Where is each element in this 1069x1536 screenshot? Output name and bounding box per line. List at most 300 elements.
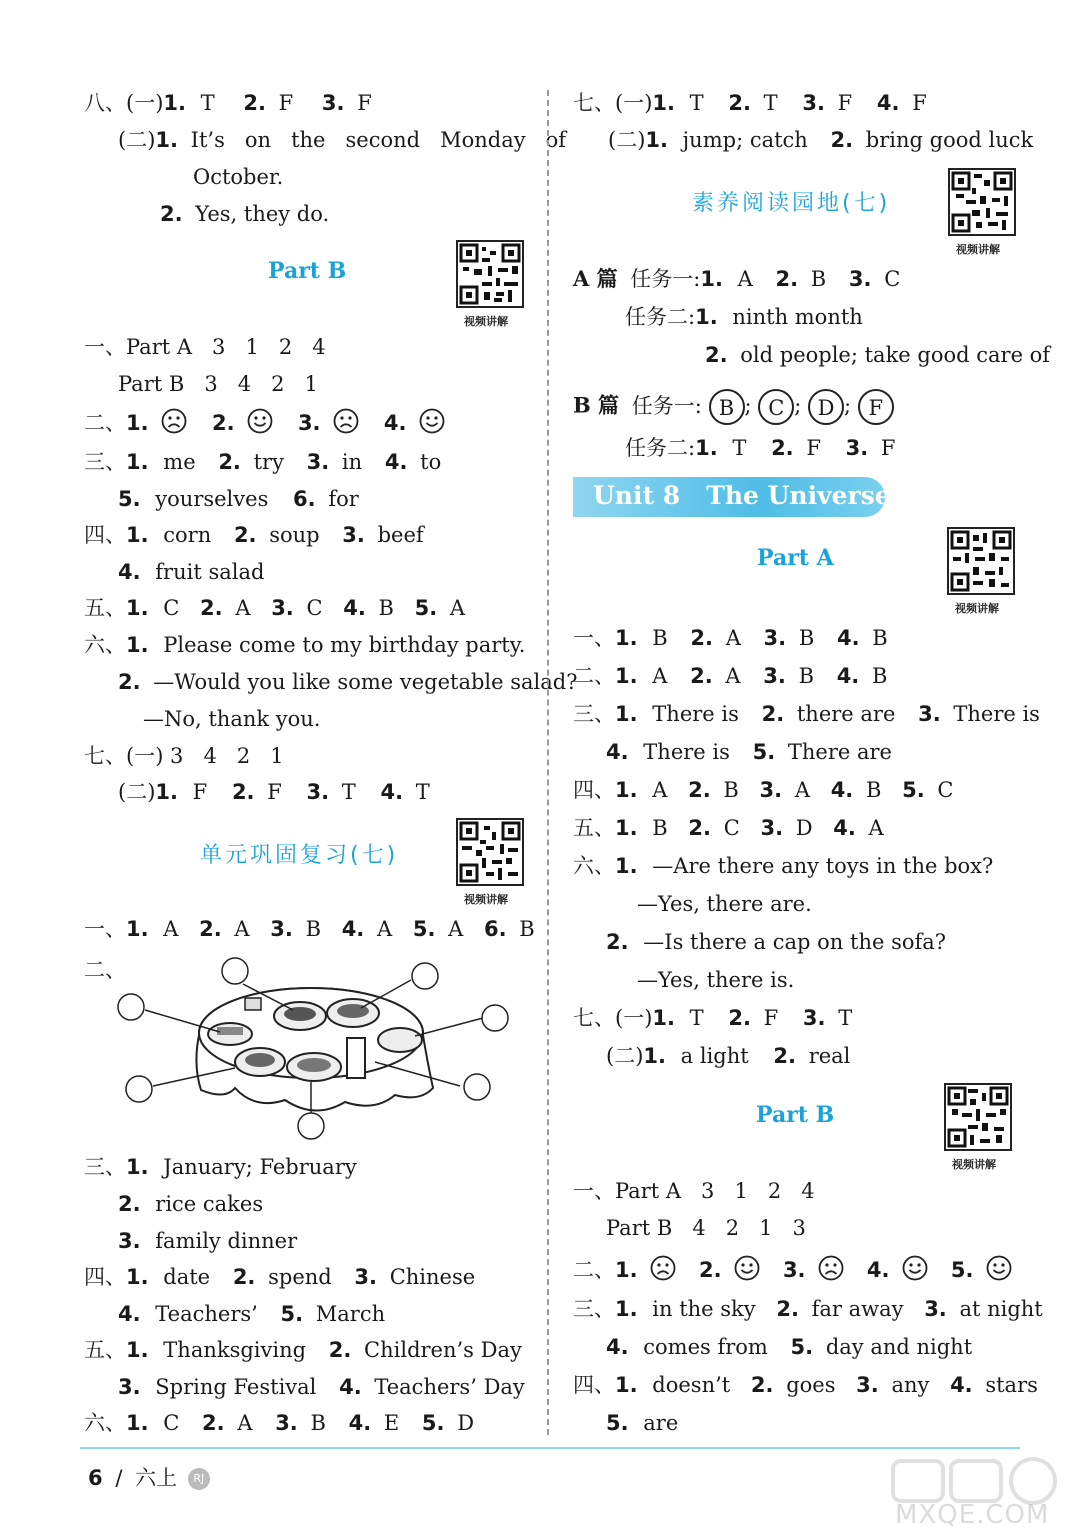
item-number: 4. [836, 664, 860, 688]
answer: There is [643, 740, 730, 764]
dinner-table-illustration [115, 950, 525, 1145]
sad-face-icon [333, 408, 359, 441]
item-number: 4. [118, 1302, 141, 1326]
answer: A [237, 1411, 253, 1435]
item-number: 2. [728, 1006, 751, 1030]
answer-line [637, 890, 812, 918]
item-number: 4. [950, 1373, 973, 1397]
unit-title: Unit 8 The Universe [593, 481, 891, 510]
item-number: 3. [763, 664, 786, 688]
food-icon [284, 1007, 316, 1021]
subsection-number: (二) [118, 780, 156, 804]
food-icon [297, 1058, 331, 1072]
answer-line [84, 915, 535, 943]
answer: A [234, 917, 250, 941]
answer-line [573, 700, 1040, 728]
section-number: 八、(一) [84, 91, 164, 115]
subsection-number: (二) [118, 128, 156, 152]
diagram-label-1 [298, 1113, 324, 1139]
item-number: 4. [348, 1411, 372, 1435]
answer-line [143, 705, 321, 733]
answer-line [573, 1004, 852, 1032]
sad-face-icon [650, 1255, 676, 1288]
task-label: 任务二: [625, 436, 696, 460]
answer-line [625, 303, 863, 331]
section-number: 三、 [573, 1297, 615, 1321]
happy-face-icon [902, 1255, 928, 1288]
answer: Teachers’ [155, 1302, 258, 1326]
answer: F [192, 780, 208, 804]
answer-line [637, 966, 794, 994]
item-number: 2. [688, 778, 711, 802]
section-number: 六、 [84, 1411, 126, 1435]
column-divider [547, 90, 549, 1435]
watermark-text: MXQE.COM [895, 1500, 1050, 1530]
item-number: 4. [339, 1375, 362, 1399]
section-number: 一、 [573, 1179, 615, 1203]
section-number: 七、 [84, 744, 126, 768]
answer: doesn’t [652, 1373, 731, 1397]
answer: Part A 3 1 2 4 [615, 1179, 815, 1203]
answer: T [763, 91, 778, 115]
item-number: 1. [126, 596, 149, 620]
answer: F [267, 780, 282, 804]
answer: —Yes, there are. [637, 892, 812, 916]
answer: rice cakes [155, 1192, 264, 1216]
review-section-heading: 单元巩固复习(七) [200, 843, 399, 868]
answer: a light [680, 1044, 749, 1068]
answer-line [118, 1373, 525, 1401]
answer-line [118, 1227, 297, 1255]
item-number: 3. [782, 1258, 806, 1282]
item-number: 3. [354, 1265, 377, 1289]
item-number: 3. [760, 816, 784, 840]
qr-code-icon[interactable] [944, 1083, 1012, 1151]
item-number: 1. [615, 1258, 638, 1282]
answer: Part B 3 4 2 1 [118, 372, 318, 396]
item-number: 5. [118, 487, 141, 511]
item-number: 4. [118, 560, 141, 584]
answer: T [732, 436, 747, 460]
answer-line [573, 89, 927, 117]
answer-line [118, 370, 318, 398]
answer-line [84, 742, 284, 770]
item-number: 2. [728, 91, 751, 115]
answer: Part B 4 2 1 3 [606, 1216, 806, 1240]
section-number: 二、 [84, 958, 126, 982]
answer: B [872, 626, 888, 650]
answer-line [118, 1190, 263, 1218]
item-number: 5. [412, 917, 436, 941]
item-number: 2. [776, 1297, 799, 1321]
answer: F [763, 1006, 779, 1030]
item-number: 3. [118, 1375, 141, 1399]
answer: C [884, 267, 901, 291]
section-number: 二、 [84, 411, 126, 435]
separator: ; [794, 393, 802, 418]
subsection-number: (二) [608, 128, 646, 152]
answer: A [163, 917, 179, 941]
item-number: 2. [698, 1258, 722, 1282]
answer-line [606, 1214, 806, 1242]
item-number: 1. [652, 1006, 675, 1030]
item-number: 5. [606, 1411, 629, 1435]
answer: B [305, 917, 321, 941]
item-number: 2. [118, 1192, 141, 1216]
item-number: 4. [833, 816, 856, 840]
qr-caption: 视频讲解 [956, 243, 1000, 256]
answer: far away [811, 1297, 904, 1321]
qr-caption: 视频讲解 [464, 893, 508, 906]
item-number: 2. [211, 411, 235, 435]
item-number: 2. [118, 670, 141, 694]
answer: There is [953, 702, 1040, 726]
answer: B [652, 816, 668, 840]
item-number: 2. [773, 1044, 796, 1068]
item-number: 4. [343, 596, 366, 620]
item-number: 3. [802, 91, 825, 115]
section-number: 六、 [84, 633, 126, 657]
circled-answer: D [808, 389, 844, 425]
answer: T [341, 780, 356, 804]
section-number: 三、 [84, 450, 126, 474]
part-a-heading: Part A [757, 545, 834, 571]
answer: A [235, 596, 251, 620]
answer: at night [959, 1297, 1043, 1321]
item-number: 1. [155, 780, 178, 804]
section-number: 五、 [84, 596, 126, 620]
item-number: 5. [421, 1411, 445, 1435]
diagram-label-4 [482, 1005, 508, 1031]
answer: Teachers’ Day [374, 1375, 525, 1399]
circled-answer: C [758, 389, 794, 425]
answer-line [606, 928, 946, 956]
answer-line [573, 662, 887, 690]
answer: Spring Festival [155, 1375, 317, 1399]
answer: F [880, 436, 896, 460]
item-number: 3. [342, 523, 365, 547]
answer: D [795, 816, 813, 840]
answer: F [357, 91, 372, 115]
item-number: 1. [126, 523, 149, 547]
answer: T [689, 1006, 704, 1030]
page-footer [88, 1462, 210, 1492]
item-number: 4. [606, 740, 629, 764]
answer: date [163, 1265, 211, 1289]
subsection-number: (二) [606, 1044, 644, 1068]
answer: in the sky [652, 1297, 756, 1321]
item-number: 3. [275, 1411, 298, 1435]
cup-icon [245, 998, 261, 1010]
dish-icon [378, 1028, 422, 1052]
answer: any [891, 1373, 930, 1397]
answer: There are [787, 740, 892, 764]
answer: It’s on the second Monday of [190, 128, 567, 152]
item-number: 1. [700, 267, 723, 291]
diagram-label-2 [464, 1074, 490, 1100]
sad-face-icon [818, 1255, 844, 1288]
answer: goes [786, 1373, 836, 1397]
item-number: 1. [615, 702, 638, 726]
answer: Children’s Day [364, 1338, 522, 1362]
item-number: 1. [695, 436, 718, 460]
food-icon [245, 1053, 275, 1067]
item-number: 4. [866, 1258, 890, 1282]
item-number: 3. [763, 626, 787, 650]
task-label: 任务一: [631, 393, 702, 418]
answer: A [794, 778, 810, 802]
answer-line [606, 1333, 972, 1361]
answer: C [937, 778, 954, 802]
answer-line [573, 624, 888, 652]
separator: ; [844, 393, 852, 418]
circled-answer: F [858, 389, 894, 425]
item-number: 1. [126, 1411, 149, 1435]
part-b-heading: Part B [756, 1102, 835, 1128]
section-number: 一、 [573, 626, 615, 650]
answer-line [118, 126, 566, 154]
item-number: 3. [270, 917, 293, 941]
answer-line [84, 1153, 357, 1181]
answer: to [420, 450, 442, 474]
answer: B [798, 664, 814, 688]
item-number: 1. [615, 1297, 638, 1321]
answer: F [912, 91, 927, 115]
item-number: 5. [280, 1302, 304, 1326]
answer-line [118, 778, 430, 806]
answer: B [519, 917, 535, 941]
answer-line [118, 668, 577, 696]
answer: A [449, 596, 466, 620]
item-number: 2. [328, 1338, 352, 1362]
section-number: 五、 [84, 1338, 126, 1362]
section-number: 一、 [84, 917, 126, 941]
answer: A [725, 664, 741, 688]
item-number: 4. [380, 780, 404, 804]
footer-rule [80, 1447, 1020, 1449]
item-number: 2. [830, 128, 854, 152]
footer-separator: / [115, 1466, 123, 1490]
answer: B [723, 778, 739, 802]
drink-carton-icon [347, 1038, 365, 1078]
edition-badge: RJ [188, 1468, 210, 1490]
item-number: 2. [606, 930, 629, 954]
item-number: 2. [775, 267, 799, 291]
answer: Please come to my birthday party. [163, 633, 526, 657]
item-number: 3. [924, 1297, 947, 1321]
answer: there are [796, 702, 896, 726]
task-label: 任务一: [630, 267, 701, 291]
item-number: 4. [836, 626, 860, 650]
sad-face-icon [161, 408, 187, 441]
item-number: 5. [902, 778, 925, 802]
answer: real [808, 1044, 851, 1068]
answer: old people; take good care of [740, 343, 1051, 367]
item-number: 1. [645, 128, 668, 152]
item-number: 2. [218, 450, 241, 474]
item-number: 3. [759, 778, 783, 802]
answer: are [643, 1411, 679, 1435]
qr-code-icon[interactable] [456, 818, 524, 886]
item-number: 6. [293, 487, 316, 511]
item-number: 4. [876, 91, 900, 115]
page-number: 6 [88, 1466, 103, 1490]
answer-line [84, 1336, 522, 1364]
answer-line [84, 333, 326, 361]
item-number: 2. [771, 436, 794, 460]
answer: T [415, 780, 430, 804]
item-number: 2. [688, 816, 711, 840]
item-number: 1. [155, 128, 178, 152]
diagram-label-3 [126, 1076, 152, 1102]
passage-label: B 篇 [573, 392, 620, 418]
item-number: 5. [414, 596, 438, 620]
answer: yourselves [155, 487, 269, 511]
answer: D [457, 1411, 475, 1435]
answer: B [871, 664, 888, 688]
item-number: 3. [918, 702, 941, 726]
section-number: 五、 [573, 816, 615, 840]
item-number: 2. [761, 702, 785, 726]
item-number: 3. [848, 267, 872, 291]
answer: in [341, 450, 363, 474]
answer: soup [269, 523, 320, 547]
item-number: 3. [118, 1229, 141, 1253]
item-number: 3. [306, 780, 330, 804]
item-number: 1. [652, 91, 675, 115]
answer: Part A 3 1 2 4 [126, 335, 326, 359]
answer: stars [985, 1373, 1038, 1397]
item-number: 4. [606, 1335, 629, 1359]
answer: C [163, 596, 180, 620]
answer-line [705, 341, 1050, 369]
section-number: 四、 [84, 523, 126, 547]
answer-line [118, 485, 359, 513]
answer-line [84, 594, 465, 622]
section-number: 三、 [573, 702, 615, 726]
answer-line [84, 521, 424, 549]
section-number: 二、 [573, 1258, 615, 1282]
circled-answer: B [709, 389, 745, 425]
qr-caption: 视频讲解 [952, 1158, 996, 1171]
answer-line [608, 126, 1033, 154]
answer: E [383, 1411, 400, 1435]
answer-line [573, 389, 894, 425]
diagram-label-7 [412, 963, 438, 989]
answer: A [448, 917, 464, 941]
section-number: 四、 [573, 778, 615, 802]
answer: October. [193, 165, 284, 189]
item-number: 2. [202, 1411, 225, 1435]
happy-face-icon [247, 408, 273, 441]
item-number: 1. [615, 626, 638, 650]
answer: (一) 3 4 2 1 [126, 744, 284, 768]
answer: A [652, 778, 668, 802]
qr-code-icon[interactable] [947, 527, 1015, 595]
item-number: 1. [643, 1044, 666, 1068]
answer: B [310, 1411, 326, 1435]
answer-line [573, 814, 884, 842]
answer-line [573, 852, 993, 880]
part-b-heading: Part B [268, 258, 347, 284]
answer: B [378, 596, 394, 620]
answer: —Would you like some vegetable salad? [153, 670, 578, 694]
qr-caption: 视频讲解 [955, 602, 999, 615]
answer: for [328, 487, 359, 511]
answer: C [163, 1411, 180, 1435]
item-number: 1. [615, 854, 638, 878]
answer: F [278, 91, 294, 115]
item-number: 1. [615, 664, 638, 688]
answer-line [118, 1300, 385, 1328]
answer: —Yes, there is. [637, 968, 795, 992]
happy-face-icon [734, 1255, 760, 1288]
answer-line [573, 265, 900, 293]
section-number: 七、(一) [573, 1006, 653, 1030]
qr-code-icon[interactable] [948, 168, 1016, 236]
section-number: 四、 [84, 1265, 126, 1289]
item-number: 3. [856, 1373, 879, 1397]
answer-line [84, 408, 445, 441]
item-number: 5. [950, 1258, 974, 1282]
item-number: 3. [306, 450, 330, 474]
answer: B [810, 267, 827, 291]
happy-face-icon [419, 408, 445, 441]
answer: There is [652, 702, 739, 726]
answer: B [865, 778, 882, 802]
food-icon [217, 1027, 243, 1035]
item-number: 2. [233, 523, 257, 547]
answer: me [163, 450, 196, 474]
item-number: 3. [321, 91, 345, 115]
reading-section-heading: 素养阅读园地(七) [692, 191, 891, 216]
answer: A [652, 664, 668, 688]
answer-line [84, 631, 525, 659]
answer-line [118, 558, 264, 586]
unit-banner [573, 477, 891, 517]
answer: March [315, 1302, 386, 1326]
answer: T [689, 91, 704, 115]
qr-code-icon[interactable] [456, 240, 524, 308]
item-number: 1. [126, 633, 149, 657]
section-number: 一、 [84, 335, 126, 359]
section-number: 六、 [573, 854, 615, 878]
answer-line [606, 738, 892, 766]
section-number: 二、 [573, 664, 615, 688]
item-number: 2. [199, 917, 222, 941]
answer-line [573, 1177, 815, 1205]
item-number: 3. [271, 596, 294, 620]
item-number: 1. [126, 411, 149, 435]
answer-line [84, 448, 441, 476]
item-number: 5. [752, 740, 776, 764]
item-number: 2. [750, 1373, 774, 1397]
section-number: 三、 [84, 1155, 126, 1179]
item-number: 1. [126, 450, 149, 474]
item-number: 1. [163, 91, 186, 115]
separator: ; [744, 393, 752, 418]
answer: Chinese [389, 1265, 476, 1289]
answer: T [838, 1006, 853, 1030]
answer-line [84, 89, 372, 117]
answer: A [868, 816, 884, 840]
item-number: 2. [243, 91, 266, 115]
answer-line [625, 434, 895, 462]
item-number: 1. [126, 917, 149, 941]
qr-caption: 视频讲解 [464, 315, 508, 328]
answer-line [84, 1409, 474, 1437]
answer: B [798, 626, 815, 650]
